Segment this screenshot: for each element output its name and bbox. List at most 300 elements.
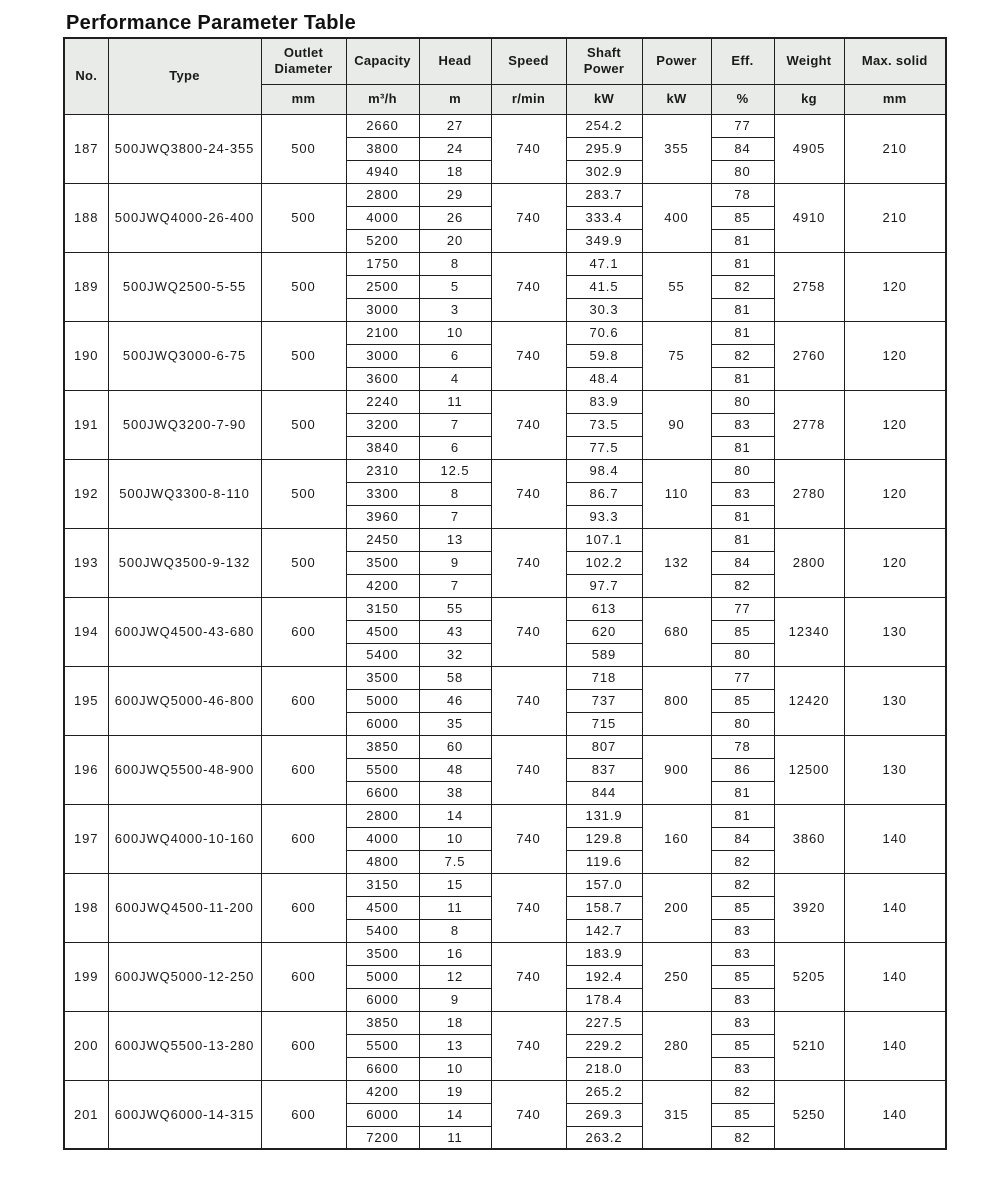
unit-speed: r/min <box>491 84 566 114</box>
unit-eff: % <box>711 84 774 114</box>
cell-capacity: 3300 <box>346 482 419 505</box>
cell-shaft-power: 283.7 <box>566 183 642 206</box>
header-outlet-diameter: Outlet Diameter <box>261 38 346 84</box>
cell-outlet-diameter: 500 <box>261 114 346 183</box>
cell-type: 500JWQ3200-7-90 <box>108 390 261 459</box>
cell-capacity: 5000 <box>346 689 419 712</box>
cell-speed: 740 <box>491 1080 566 1149</box>
cell-head: 29 <box>419 183 491 206</box>
cell-head: 8 <box>419 482 491 505</box>
cell-type: 500JWQ3000-6-75 <box>108 321 261 390</box>
cell-head: 13 <box>419 1034 491 1057</box>
cell-head: 32 <box>419 643 491 666</box>
cell-speed: 740 <box>491 666 566 735</box>
cell-eff: 85 <box>711 1034 774 1057</box>
cell-type: 500JWQ3500-9-132 <box>108 528 261 597</box>
cell-eff: 82 <box>711 850 774 873</box>
cell-shaft-power: 73.5 <box>566 413 642 436</box>
cell-shaft-power: 157.0 <box>566 873 642 896</box>
cell-head: 12 <box>419 965 491 988</box>
cell-eff: 77 <box>711 666 774 689</box>
cell-no: 195 <box>64 666 108 735</box>
cell-head: 5 <box>419 275 491 298</box>
cell-speed: 740 <box>491 459 566 528</box>
cell-capacity: 4500 <box>346 620 419 643</box>
cell-eff: 81 <box>711 229 774 252</box>
cell-speed: 740 <box>491 390 566 459</box>
cell-eff: 84 <box>711 551 774 574</box>
cell-no: 196 <box>64 735 108 804</box>
cell-eff: 81 <box>711 528 774 551</box>
cell-capacity: 4200 <box>346 574 419 597</box>
cell-type: 600JWQ4500-11-200 <box>108 873 261 942</box>
cell-capacity: 2310 <box>346 459 419 482</box>
cell-head: 4 <box>419 367 491 390</box>
cell-shaft-power: 718 <box>566 666 642 689</box>
cell-shaft-power: 178.4 <box>566 988 642 1011</box>
cell-capacity: 2500 <box>346 275 419 298</box>
cell-head: 8 <box>419 252 491 275</box>
cell-head: 24 <box>419 137 491 160</box>
cell-shaft-power: 192.4 <box>566 965 642 988</box>
cell-no: 187 <box>64 114 108 183</box>
cell-max-solid: 120 <box>844 321 946 390</box>
header-head: Head <box>419 38 491 84</box>
table-row <box>64 735 946 758</box>
header-type: Type <box>108 38 261 114</box>
cell-shaft-power: 131.9 <box>566 804 642 827</box>
cell-power: 55 <box>642 252 711 321</box>
cell-eff: 84 <box>711 137 774 160</box>
cell-head: 6 <box>419 344 491 367</box>
cell-power: 160 <box>642 804 711 873</box>
cell-capacity: 5400 <box>346 643 419 666</box>
cell-speed: 740 <box>491 528 566 597</box>
table-row <box>64 252 946 275</box>
cell-eff: 86 <box>711 758 774 781</box>
cell-no: 188 <box>64 183 108 252</box>
table-body <box>64 114 946 1149</box>
cell-no: 194 <box>64 597 108 666</box>
cell-outlet-diameter: 600 <box>261 1011 346 1080</box>
cell-speed: 740 <box>491 114 566 183</box>
cell-max-solid: 140 <box>844 873 946 942</box>
cell-eff: 82 <box>711 344 774 367</box>
cell-eff: 82 <box>711 275 774 298</box>
cell-head: 20 <box>419 229 491 252</box>
cell-weight: 2800 <box>774 528 844 597</box>
cell-shaft-power: 620 <box>566 620 642 643</box>
unit-weight: kg <box>774 84 844 114</box>
cell-head: 7.5 <box>419 850 491 873</box>
cell-capacity: 5000 <box>346 965 419 988</box>
cell-capacity: 6000 <box>346 1103 419 1126</box>
cell-weight: 12420 <box>774 666 844 735</box>
cell-capacity: 3500 <box>346 551 419 574</box>
cell-eff: 85 <box>711 1103 774 1126</box>
cell-weight: 3920 <box>774 873 844 942</box>
cell-head: 14 <box>419 1103 491 1126</box>
cell-eff: 83 <box>711 942 774 965</box>
cell-head: 19 <box>419 1080 491 1103</box>
cell-head: 11 <box>419 1126 491 1149</box>
cell-capacity: 4000 <box>346 206 419 229</box>
cell-capacity: 3000 <box>346 344 419 367</box>
table-row <box>64 321 946 344</box>
cell-capacity: 4000 <box>346 827 419 850</box>
table-row <box>64 942 946 965</box>
cell-eff: 77 <box>711 114 774 137</box>
cell-head: 55 <box>419 597 491 620</box>
cell-weight: 2760 <box>774 321 844 390</box>
cell-capacity: 5500 <box>346 758 419 781</box>
cell-head: 16 <box>419 942 491 965</box>
cell-capacity: 3850 <box>346 735 419 758</box>
cell-head: 43 <box>419 620 491 643</box>
cell-no: 189 <box>64 252 108 321</box>
cell-weight: 12500 <box>774 735 844 804</box>
cell-weight: 5205 <box>774 942 844 1011</box>
cell-speed: 740 <box>491 597 566 666</box>
unit-outlet-diameter: mm <box>261 84 346 114</box>
cell-head: 14 <box>419 804 491 827</box>
cell-head: 13 <box>419 528 491 551</box>
cell-capacity: 5500 <box>346 1034 419 1057</box>
cell-outlet-diameter: 500 <box>261 459 346 528</box>
cell-max-solid: 130 <box>844 666 946 735</box>
cell-eff: 80 <box>711 390 774 413</box>
header-no: No. <box>64 38 108 114</box>
header-row-main <box>64 38 946 84</box>
cell-capacity: 3960 <box>346 505 419 528</box>
cell-eff: 85 <box>711 206 774 229</box>
cell-no: 192 <box>64 459 108 528</box>
cell-capacity: 6600 <box>346 781 419 804</box>
cell-speed: 740 <box>491 873 566 942</box>
cell-speed: 740 <box>491 321 566 390</box>
cell-power: 90 <box>642 390 711 459</box>
cell-shaft-power: 333.4 <box>566 206 642 229</box>
cell-outlet-diameter: 500 <box>261 183 346 252</box>
cell-no: 199 <box>64 942 108 1011</box>
cell-eff: 83 <box>711 1057 774 1080</box>
cell-head: 9 <box>419 551 491 574</box>
cell-weight: 2778 <box>774 390 844 459</box>
cell-power: 132 <box>642 528 711 597</box>
cell-eff: 85 <box>711 620 774 643</box>
cell-capacity: 4200 <box>346 1080 419 1103</box>
cell-eff: 78 <box>711 183 774 206</box>
cell-eff: 85 <box>711 689 774 712</box>
page-title: Performance Parameter Table <box>66 12 357 34</box>
table-row <box>64 1011 946 1034</box>
cell-head: 38 <box>419 781 491 804</box>
cell-capacity: 2240 <box>346 390 419 413</box>
cell-capacity: 2800 <box>346 183 419 206</box>
table-row <box>64 114 946 137</box>
cell-eff: 81 <box>711 252 774 275</box>
table-row <box>64 183 946 206</box>
cell-eff: 81 <box>711 367 774 390</box>
cell-eff: 82 <box>711 1080 774 1103</box>
cell-eff: 80 <box>711 459 774 482</box>
cell-capacity: 3840 <box>346 436 419 459</box>
table-row <box>64 873 946 896</box>
cell-head: 48 <box>419 758 491 781</box>
cell-eff: 83 <box>711 919 774 942</box>
cell-power: 280 <box>642 1011 711 1080</box>
cell-eff: 78 <box>711 735 774 758</box>
cell-power: 315 <box>642 1080 711 1149</box>
cell-no: 191 <box>64 390 108 459</box>
header-max-solid: Max. solid <box>844 38 946 84</box>
cell-head: 11 <box>419 390 491 413</box>
cell-shaft-power: 107.1 <box>566 528 642 551</box>
cell-type: 600JWQ5500-48-900 <box>108 735 261 804</box>
cell-head: 18 <box>419 1011 491 1034</box>
cell-weight: 5210 <box>774 1011 844 1080</box>
cell-power: 355 <box>642 114 711 183</box>
cell-head: 12.5 <box>419 459 491 482</box>
header-speed: Speed <box>491 38 566 84</box>
cell-type: 600JWQ6000-14-315 <box>108 1080 261 1149</box>
unit-capacity: m³/h <box>346 84 419 114</box>
cell-head: 35 <box>419 712 491 735</box>
unit-max-solid: mm <box>844 84 946 114</box>
cell-eff: 81 <box>711 298 774 321</box>
table-row <box>64 597 946 620</box>
cell-head: 6 <box>419 436 491 459</box>
cell-head: 11 <box>419 896 491 919</box>
cell-speed: 740 <box>491 735 566 804</box>
cell-capacity: 3150 <box>346 597 419 620</box>
cell-eff: 77 <box>711 597 774 620</box>
cell-head: 46 <box>419 689 491 712</box>
cell-max-solid: 120 <box>844 528 946 597</box>
cell-head: 15 <box>419 873 491 896</box>
cell-shaft-power: 47.1 <box>566 252 642 275</box>
cell-capacity: 3800 <box>346 137 419 160</box>
cell-outlet-diameter: 600 <box>261 735 346 804</box>
table-header <box>64 38 946 114</box>
cell-capacity: 4940 <box>346 160 419 183</box>
cell-outlet-diameter: 500 <box>261 528 346 597</box>
cell-head: 60 <box>419 735 491 758</box>
cell-capacity: 6000 <box>346 988 419 1011</box>
cell-capacity: 5400 <box>346 919 419 942</box>
cell-shaft-power: 227.5 <box>566 1011 642 1034</box>
cell-shaft-power: 589 <box>566 643 642 666</box>
cell-eff: 81 <box>711 321 774 344</box>
cell-shaft-power: 229.2 <box>566 1034 642 1057</box>
cell-type: 500JWQ4000-26-400 <box>108 183 261 252</box>
cell-shaft-power: 254.2 <box>566 114 642 137</box>
cell-head: 18 <box>419 160 491 183</box>
cell-capacity: 2660 <box>346 114 419 137</box>
cell-type: 500JWQ3800-24-355 <box>108 114 261 183</box>
cell-eff: 80 <box>711 160 774 183</box>
cell-capacity: 2100 <box>346 321 419 344</box>
cell-eff: 83 <box>711 988 774 1011</box>
cell-capacity: 3500 <box>346 666 419 689</box>
cell-shaft-power: 302.9 <box>566 160 642 183</box>
cell-capacity: 4500 <box>346 896 419 919</box>
cell-shaft-power: 59.8 <box>566 344 642 367</box>
cell-shaft-power: 844 <box>566 781 642 804</box>
cell-eff: 81 <box>711 781 774 804</box>
cell-shaft-power: 715 <box>566 712 642 735</box>
cell-outlet-diameter: 600 <box>261 873 346 942</box>
table-row <box>64 666 946 689</box>
cell-power: 75 <box>642 321 711 390</box>
cell-outlet-diameter: 600 <box>261 942 346 1011</box>
cell-max-solid: 140 <box>844 1011 946 1080</box>
cell-power: 680 <box>642 597 711 666</box>
cell-head: 7 <box>419 574 491 597</box>
cell-type: 600JWQ5000-12-250 <box>108 942 261 1011</box>
cell-head: 27 <box>419 114 491 137</box>
header-eff: Eff. <box>711 38 774 84</box>
cell-type: 600JWQ4000-10-160 <box>108 804 261 873</box>
cell-eff: 81 <box>711 804 774 827</box>
header-weight: Weight <box>774 38 844 84</box>
cell-shaft-power: 83.9 <box>566 390 642 413</box>
cell-speed: 740 <box>491 942 566 1011</box>
cell-eff: 81 <box>711 505 774 528</box>
cell-head: 58 <box>419 666 491 689</box>
cell-max-solid: 140 <box>844 804 946 873</box>
cell-head: 10 <box>419 1057 491 1080</box>
cell-shaft-power: 737 <box>566 689 642 712</box>
cell-shaft-power: 269.3 <box>566 1103 642 1126</box>
cell-outlet-diameter: 600 <box>261 804 346 873</box>
cell-capacity: 4800 <box>346 850 419 873</box>
cell-no: 198 <box>64 873 108 942</box>
cell-type: 600JWQ5500-13-280 <box>108 1011 261 1080</box>
cell-capacity: 3500 <box>346 942 419 965</box>
cell-power: 110 <box>642 459 711 528</box>
cell-shaft-power: 119.6 <box>566 850 642 873</box>
table-row <box>64 1080 946 1103</box>
cell-shaft-power: 98.4 <box>566 459 642 482</box>
cell-shaft-power: 142.7 <box>566 919 642 942</box>
cell-speed: 740 <box>491 1011 566 1080</box>
cell-eff: 85 <box>711 965 774 988</box>
cell-head: 10 <box>419 321 491 344</box>
cell-weight: 5250 <box>774 1080 844 1149</box>
cell-outlet-diameter: 600 <box>261 1080 346 1149</box>
cell-head: 7 <box>419 505 491 528</box>
cell-capacity: 3000 <box>346 298 419 321</box>
cell-weight: 4905 <box>774 114 844 183</box>
cell-shaft-power: 41.5 <box>566 275 642 298</box>
cell-outlet-diameter: 600 <box>261 666 346 735</box>
cell-eff: 83 <box>711 482 774 505</box>
cell-eff: 85 <box>711 896 774 919</box>
cell-shaft-power: 263.2 <box>566 1126 642 1149</box>
cell-head: 26 <box>419 206 491 229</box>
cell-type: 600JWQ5000-46-800 <box>108 666 261 735</box>
cell-weight: 2758 <box>774 252 844 321</box>
cell-speed: 740 <box>491 183 566 252</box>
cell-head: 7 <box>419 413 491 436</box>
cell-max-solid: 120 <box>844 252 946 321</box>
cell-head: 8 <box>419 919 491 942</box>
cell-max-solid: 140 <box>844 1080 946 1149</box>
header-shaft-power: Shaft Power <box>566 38 642 84</box>
cell-outlet-diameter: 500 <box>261 321 346 390</box>
unit-head: m <box>419 84 491 114</box>
cell-head: 9 <box>419 988 491 1011</box>
cell-eff: 83 <box>711 413 774 436</box>
cell-capacity: 3150 <box>346 873 419 896</box>
cell-shaft-power: 30.3 <box>566 298 642 321</box>
cell-eff: 84 <box>711 827 774 850</box>
cell-shaft-power: 349.9 <box>566 229 642 252</box>
table-row <box>64 528 946 551</box>
cell-capacity: 2450 <box>346 528 419 551</box>
cell-no: 197 <box>64 804 108 873</box>
performance-parameter-table <box>63 37 947 1150</box>
cell-eff: 82 <box>711 1126 774 1149</box>
cell-max-solid: 130 <box>844 597 946 666</box>
cell-capacity: 6600 <box>346 1057 419 1080</box>
cell-capacity: 7200 <box>346 1126 419 1149</box>
cell-eff: 80 <box>711 712 774 735</box>
cell-shaft-power: 183.9 <box>566 942 642 965</box>
cell-shaft-power: 837 <box>566 758 642 781</box>
cell-no: 200 <box>64 1011 108 1080</box>
cell-type: 600JWQ4500-43-680 <box>108 597 261 666</box>
cell-eff: 82 <box>711 574 774 597</box>
cell-type: 500JWQ3300-8-110 <box>108 459 261 528</box>
cell-weight: 4910 <box>774 183 844 252</box>
cell-capacity: 3200 <box>346 413 419 436</box>
cell-shaft-power: 77.5 <box>566 436 642 459</box>
cell-shaft-power: 48.4 <box>566 367 642 390</box>
cell-shaft-power: 158.7 <box>566 896 642 919</box>
table-row <box>64 804 946 827</box>
cell-eff: 81 <box>711 436 774 459</box>
cell-shaft-power: 102.2 <box>566 551 642 574</box>
unit-power: kW <box>642 84 711 114</box>
cell-eff: 80 <box>711 643 774 666</box>
cell-shaft-power: 70.6 <box>566 321 642 344</box>
cell-no: 193 <box>64 528 108 597</box>
cell-capacity: 3850 <box>346 1011 419 1034</box>
cell-power: 400 <box>642 183 711 252</box>
cell-eff: 83 <box>711 1011 774 1034</box>
table-row <box>64 390 946 413</box>
cell-shaft-power: 295.9 <box>566 137 642 160</box>
cell-head: 10 <box>419 827 491 850</box>
cell-max-solid: 130 <box>844 735 946 804</box>
cell-eff: 82 <box>711 873 774 896</box>
cell-capacity: 2800 <box>346 804 419 827</box>
cell-shaft-power: 265.2 <box>566 1080 642 1103</box>
cell-max-solid: 120 <box>844 459 946 528</box>
cell-power: 250 <box>642 942 711 1011</box>
cell-outlet-diameter: 600 <box>261 597 346 666</box>
header-power: Power <box>642 38 711 84</box>
cell-shaft-power: 218.0 <box>566 1057 642 1080</box>
cell-weight: 3860 <box>774 804 844 873</box>
cell-shaft-power: 93.3 <box>566 505 642 528</box>
cell-shaft-power: 807 <box>566 735 642 758</box>
header-capacity: Capacity <box>346 38 419 84</box>
cell-max-solid: 120 <box>844 390 946 459</box>
cell-shaft-power: 129.8 <box>566 827 642 850</box>
